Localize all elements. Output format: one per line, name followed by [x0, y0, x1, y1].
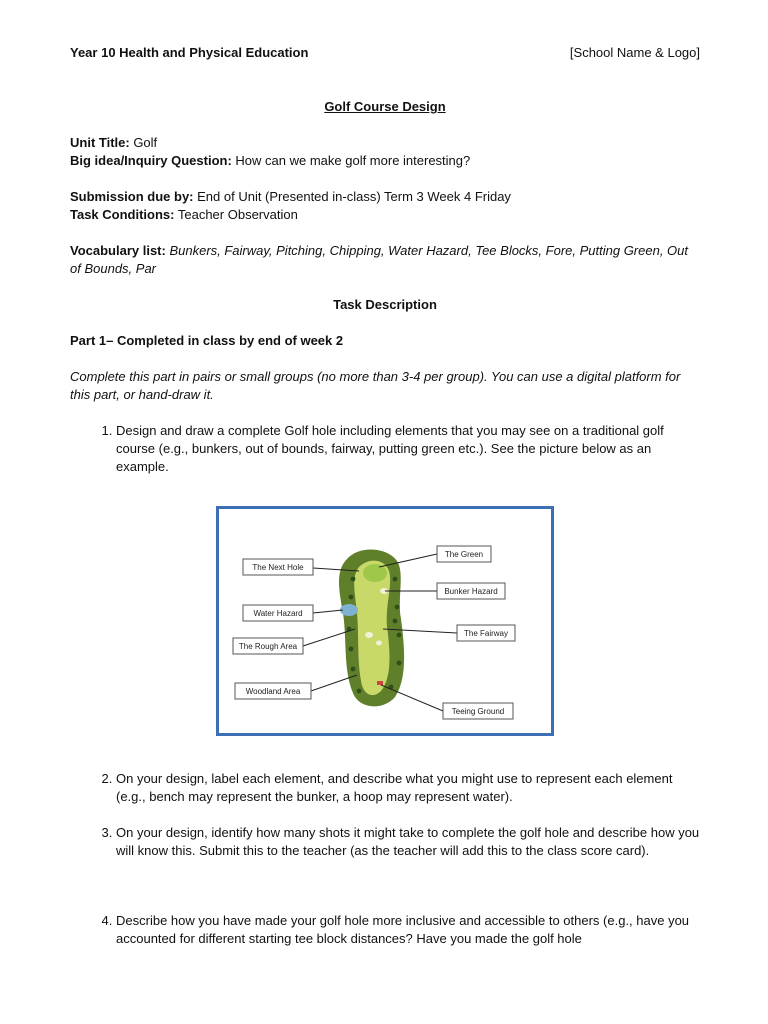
- vocabulary-value: Bunkers, Fairway, Pitching, Chipping, Water Hazard, Tee Blocks, Fore, Putting Green, Out of Bounds, Par: [70, 243, 689, 276]
- unit-title-label: Unit Title:: [70, 135, 130, 150]
- submission-label: Submission due by:: [70, 189, 194, 204]
- label-woodland-area: Woodland Area: [245, 687, 301, 696]
- document-title: Golf Course Design: [324, 99, 446, 114]
- task-list-continued: [70, 770, 700, 948]
- submission-value: End of Unit (Presented in-class) Term 3 Week 4 Friday: [193, 189, 511, 204]
- document-page: [70, 44, 700, 948]
- task-description-heading: Task Description: [333, 297, 437, 312]
- vocabulary-line: [70, 242, 700, 278]
- vocabulary-label: Vocabulary list:: [70, 243, 166, 258]
- task-item: 3. On your design, identify how many shots it might take to complete the golf hole and describe how you will know this. Submit this to the teacher (as the teacher will add this to the class score card).: [116, 824, 700, 860]
- school-name-placeholder: [School Name & Logo]: [569, 45, 700, 60]
- green-shape: [363, 564, 387, 582]
- label-teeing-ground: Teeing Ground: [451, 707, 505, 716]
- unit-title-value: Golf: [129, 135, 158, 150]
- part1-heading: Part 1– Completed in class by end of week 2: [70, 333, 344, 348]
- unit-title-line: [70, 134, 700, 152]
- label-the-fairway: The Fairway: [463, 629, 509, 638]
- big-idea-line: [70, 152, 700, 170]
- task-conditions-line: [70, 206, 700, 224]
- page-header: [70, 44, 700, 62]
- course-title: Year 10 Health and Physical Education: [70, 45, 309, 60]
- task-list: [70, 422, 700, 476]
- label-next-hole: The Next Hole: [252, 563, 304, 572]
- bunker-shape: [376, 641, 382, 646]
- bunker-shape: [365, 632, 373, 638]
- label-bunker-hazard: Bunker Hazard: [444, 587, 498, 596]
- part1-instructions: Complete this part in pairs or small groups (no more than 3-4 per group). You can use a digital platform for this part, or hand-draw it.: [70, 369, 681, 402]
- big-idea-label: Big idea/Inquiry Question:: [70, 153, 232, 168]
- task-item: 1. Design and draw a complete Golf hole including elements that you may see on a traditional golf course (e.g., bunkers, out of bounds, fairway, putting green etc.). See the picture below as an example.: [116, 422, 700, 476]
- task-item: 4. Describe how you have made your golf hole more inclusive and accessible to others (e.g., have you accounted for different starting tee block distances? Have you made the golf hole: [116, 912, 700, 948]
- tee-shape: [377, 681, 383, 685]
- label-the-green: The Green: [444, 550, 484, 559]
- label-water-hazard: Water Hazard: [253, 609, 303, 618]
- golf-hole-diagram: [216, 506, 554, 736]
- task-conditions-label: Task Conditions:: [70, 207, 175, 222]
- task-item: 2. On your design, label each element, and describe what you might use to represent each element (e.g., bench may represent the bunker, a hoop may represent water).: [116, 770, 700, 806]
- submission-line: [70, 188, 700, 206]
- big-idea-value: How can we make golf more interesting?: [231, 153, 471, 168]
- label-rough-area: The Rough Area: [238, 642, 298, 651]
- task-conditions-value: Teacher Observation: [174, 207, 298, 222]
